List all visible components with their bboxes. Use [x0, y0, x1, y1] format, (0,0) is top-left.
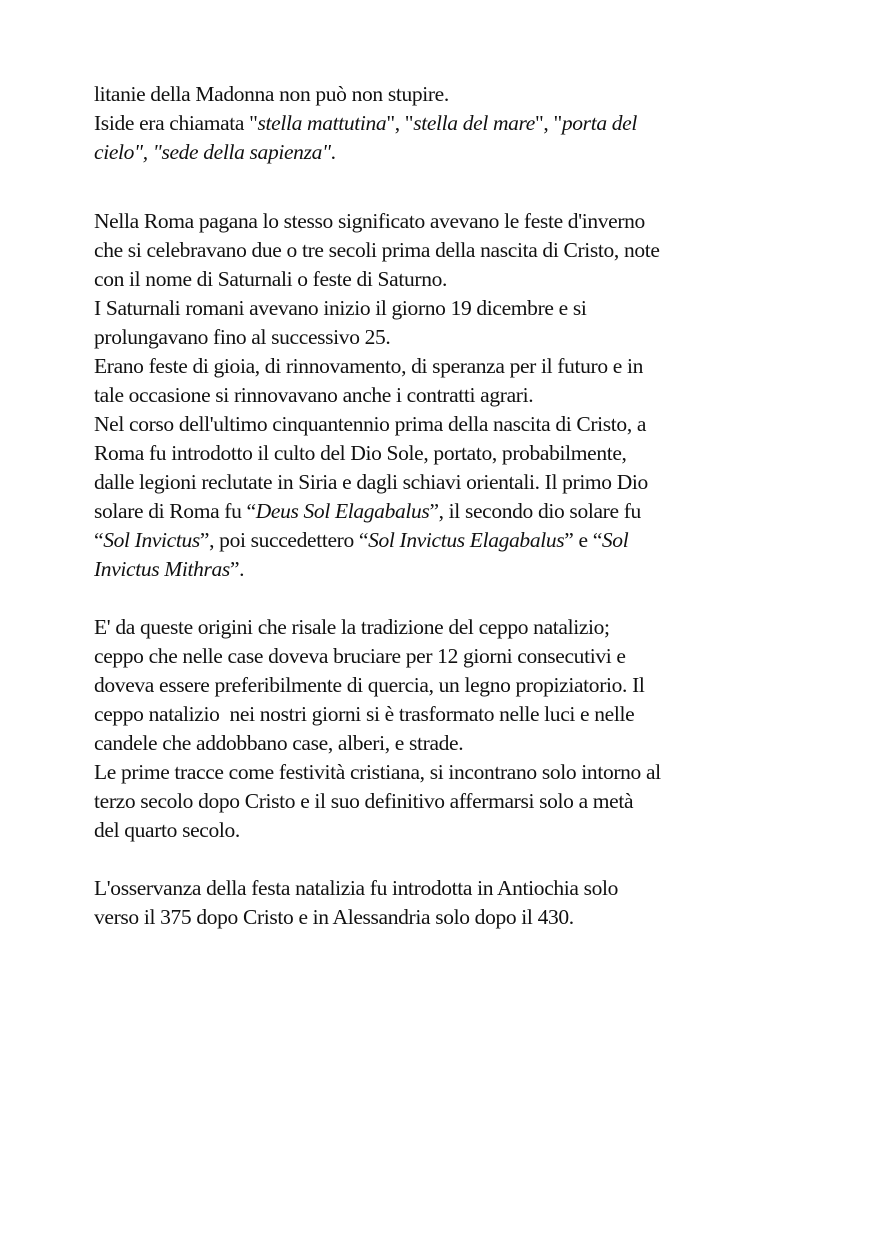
- text-segment: Nel corso dell'ultimo cinquantennio prima della nascita di Cristo, a: [94, 412, 647, 436]
- italic-text-segment: Deus Sol Elagabalus: [255, 499, 430, 523]
- text-segment: ", ": [386, 111, 414, 135]
- text-segment: Erano feste di gioia, di rinnovamento, di speranza per il futuro e in: [94, 354, 644, 378]
- text-segment: L'osservanza della festa natalizia fu introdotta in Antiochia solo: [94, 876, 619, 900]
- text-segment: Iside era chiamata ": [94, 111, 258, 135]
- text-segment: terzo secolo dopo Cristo e il suo definitivo affermarsi solo a metà: [94, 789, 634, 813]
- text-line: [94, 787, 814, 816]
- text-line: [94, 109, 814, 138]
- text-line: [94, 729, 814, 758]
- italic-text-segment: stella del mare: [413, 111, 535, 135]
- text-line: [94, 138, 814, 167]
- text-line: [94, 497, 814, 526]
- text-line: [94, 207, 814, 236]
- paragraph: [94, 207, 814, 584]
- text-segment: prolungavano fino al successivo 25.: [94, 325, 391, 349]
- text-line: [94, 323, 814, 352]
- text-line: [94, 352, 814, 381]
- italic-text-segment: Sol: [601, 528, 629, 552]
- paragraph: [94, 874, 814, 932]
- text-line: [94, 265, 814, 294]
- text-line: [94, 439, 814, 468]
- text-segment: doveva essere preferibilmente di quercia, un legno propiziatorio. Il: [94, 673, 645, 697]
- text-line: [94, 236, 814, 265]
- text-line: [94, 903, 814, 932]
- text-segment: con il nome di Saturnali o feste di Saturno.: [94, 267, 448, 291]
- paragraph: [94, 80, 814, 167]
- italic-text-segment: cielo", "sede della sapienza": [94, 140, 331, 164]
- italic-text-segment: Invictus Mithras: [94, 557, 230, 581]
- text-line: [94, 381, 814, 410]
- italic-text-segment: porta del: [561, 111, 637, 135]
- text-segment: Le prime tracce come festività cristiana, si incontrano solo intorno al: [94, 760, 661, 784]
- text-segment: E' da queste origini che risale la tradizione del ceppo natalizio;: [94, 615, 610, 639]
- text-segment: ”, il secondo dio solare fu: [429, 499, 641, 523]
- text-segment: litanie della Madonna non può non stupire.: [94, 82, 449, 106]
- text-segment: ceppo che nelle case doveva bruciare per 12 giorni consecutivi e: [94, 644, 626, 668]
- text-segment: Nella Roma pagana lo stesso significato avevano le feste d'inverno: [94, 209, 645, 233]
- text-line: [94, 555, 814, 584]
- text-segment: ”.: [229, 557, 245, 581]
- text-line: [94, 410, 814, 439]
- text-line: [94, 80, 814, 109]
- text-line: [94, 526, 814, 555]
- text-line: [94, 294, 814, 323]
- text-line: [94, 671, 814, 700]
- text-segment: del quarto secolo.: [94, 818, 240, 842]
- paragraph: [94, 613, 814, 845]
- text-line: [94, 468, 814, 497]
- text-segment: dalle legioni reclutate in Siria e dagli schiavi orientali. Il primo Dio: [94, 470, 648, 494]
- text-segment: Roma fu introdotto il culto del Dio Sole, portato, probabilmente,: [94, 441, 627, 465]
- text-segment: I Saturnali romani avevano inizio il giorno 19 dicembre e si: [94, 296, 587, 320]
- text-segment: ", ": [534, 111, 562, 135]
- text-segment: verso il 375 dopo Cristo e in Alessandria solo dopo il 430.: [94, 905, 574, 929]
- paragraph-spacer: [94, 845, 814, 874]
- text-line: [94, 613, 814, 642]
- italic-text-segment: Sol Invictus Elagabalus: [368, 528, 565, 552]
- text-segment: ” e “: [564, 528, 602, 552]
- text-line: [94, 816, 814, 845]
- italic-text-segment: Sol Invictus: [103, 528, 200, 552]
- text-segment: “: [94, 528, 104, 552]
- text-line: [94, 758, 814, 787]
- text-segment: ceppo natalizio nei nostri giorni si è trasformato nelle luci e nelle: [94, 702, 635, 726]
- paragraph-spacer: [94, 584, 814, 613]
- text-segment: .: [330, 140, 336, 164]
- text-segment: candele che addobbano case, alberi, e strade.: [94, 731, 464, 755]
- document-body: [94, 80, 814, 932]
- text-line: [94, 642, 814, 671]
- text-segment: che si celebravano due o tre secoli prima della nascita di Cristo, note: [94, 238, 660, 262]
- text-line: [94, 874, 814, 903]
- italic-text-segment: stella mattutina: [257, 111, 387, 135]
- text-line: [94, 700, 814, 729]
- paragraph-spacer: [94, 167, 814, 207]
- text-segment: solare di Roma fu “: [94, 499, 256, 523]
- text-segment: tale occasione si rinnovavano anche i contratti agrari.: [94, 383, 534, 407]
- text-segment: ”, poi succedettero “: [199, 528, 369, 552]
